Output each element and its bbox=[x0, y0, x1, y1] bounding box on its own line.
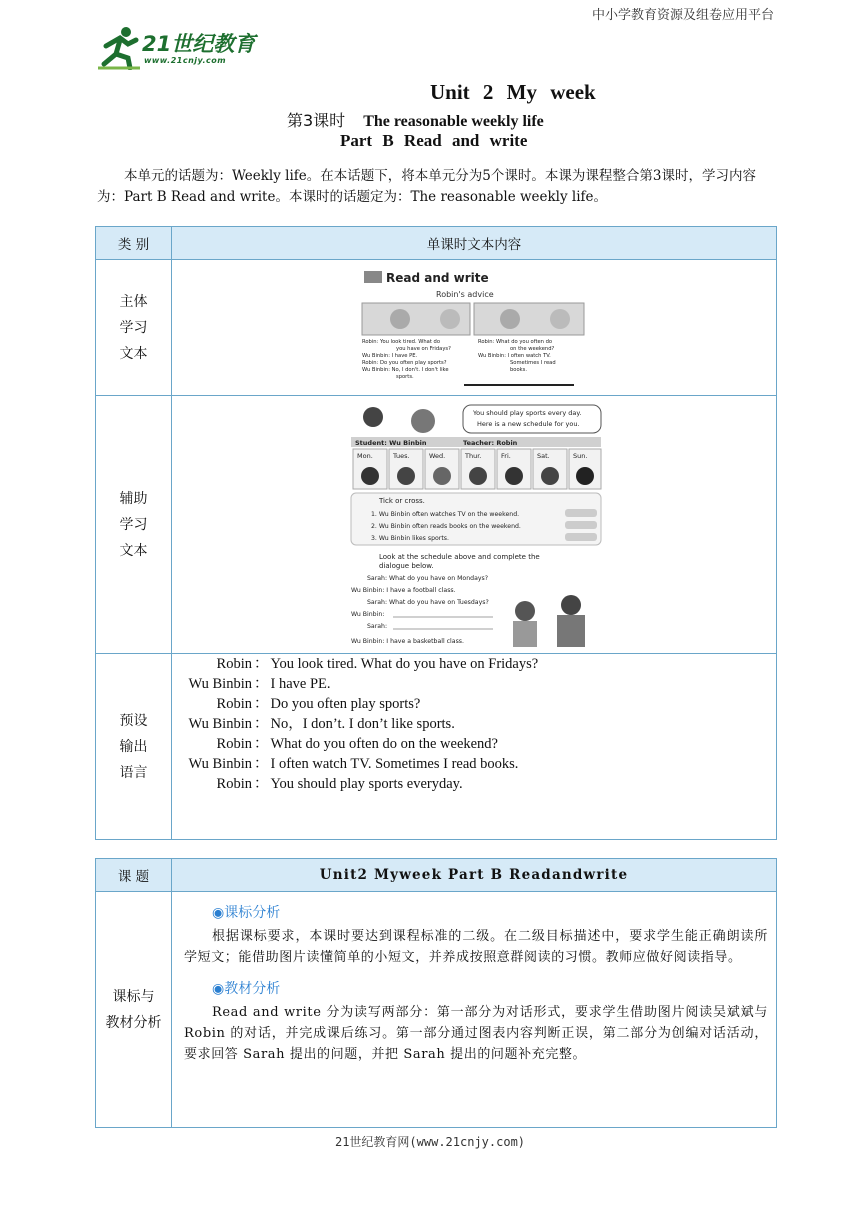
output-language-label: 预设 输出 语言 bbox=[96, 654, 172, 840]
svg-text:Wu Binbin:: Wu Binbin: bbox=[351, 610, 385, 618]
header-topic-label: 课 题 bbox=[96, 859, 172, 892]
lesson-text-table bbox=[95, 226, 777, 840]
dialogue-line: Robin ： Do you often play sports? bbox=[216, 696, 421, 712]
output-dialogue bbox=[172, 654, 777, 840]
svg-text:Wu Binbin: I have a basketbal: Wu Binbin: I have a basketball class. bbox=[351, 637, 464, 645]
svg-text:You should play sports every d: You should play sports every day. bbox=[473, 408, 582, 417]
main-text-image bbox=[172, 260, 777, 396]
svg-text:Fri.: Fri. bbox=[501, 451, 511, 460]
dialogue-line: Wu Binbin ： I often watch TV. Sometimes I read books. bbox=[188, 756, 519, 772]
svg-text:Student: Wu Binbin: Student: Wu Binbin bbox=[355, 438, 427, 447]
svg-text:Read and write: Read and write bbox=[386, 271, 489, 285]
svg-text:on the weekend?: on the weekend? bbox=[510, 346, 555, 352]
intro-paragraph: 本单元的话题为：Weekly life。在本话题下，将本单元分为5个课时。本课为课程整合第3课时，学习内容为：Part B Read and write。本课时的话题定为：The reasonable weekly life。 bbox=[97, 168, 756, 205]
lesson-title bbox=[287, 108, 544, 131]
svg-text:Here is a new schedule for you: Here is a new schedule for you. bbox=[477, 419, 580, 428]
curriculum-analysis-title: ◉课标分析 bbox=[212, 905, 281, 921]
svg-text:1. Wu Binbin often watches TV: 1. Wu Binbin often watches TV on the weekend. bbox=[371, 510, 520, 518]
curriculum-analysis-body: 根据课标要求，本课时要达到课程标准的二级。在二级目标描述中，要求学生能正确朗读所学短文；能借助图片读懂简单的小短文，并养成按照意群阅读的习惯。教师应做好阅读指导。 bbox=[184, 929, 768, 965]
logo-text: 21世纪教育 bbox=[142, 32, 256, 56]
svg-text:Sarah: What do you have on Mo: Sarah: What do you have on Mondays? bbox=[367, 574, 489, 582]
lesson-number: 第3课时 bbox=[287, 111, 346, 130]
header-category: 类 别 bbox=[96, 227, 172, 260]
svg-text:sports.: sports. bbox=[396, 374, 414, 380]
svg-text:Tues.: Tues. bbox=[393, 451, 410, 460]
support-text-image bbox=[172, 396, 777, 654]
svg-text:Mon.: Mon. bbox=[357, 451, 373, 460]
dialogue-line: Wu Binbin ： I have PE. bbox=[188, 676, 331, 692]
svg-text:2. Wu Binbin often reads books: 2. Wu Binbin often reads books on the weekend. bbox=[371, 522, 521, 530]
dialogue-line: Wu Binbin ： No，I don’t. I don’t like sports. bbox=[188, 716, 455, 732]
dialogue-line: Robin ： What do you often do on the weekend? bbox=[216, 736, 498, 752]
runner-logo-icon bbox=[96, 24, 142, 70]
dialogue-line: Robin ： You look tired. What do you have on Fridays? bbox=[216, 656, 539, 672]
svg-text:Thur.: Thur. bbox=[465, 451, 482, 460]
page-footer: 21世纪教育网(www.21cnjy.com) bbox=[334, 1135, 526, 1149]
platform-name: 中小学教育资源及组卷应用平台 bbox=[591, 8, 774, 23]
header-topic: Unit2 Myweek Part B Readandwrite bbox=[172, 859, 777, 892]
svg-text:Sarah:: Sarah: bbox=[367, 622, 388, 630]
svg-text:Robin: Do you often play sport: Robin: Do you often play sports? bbox=[362, 360, 447, 366]
read-and-write-illustration bbox=[360, 267, 588, 391]
svg-text:Look at the schedule above and: Look at the schedule above and complete the bbox=[379, 552, 540, 561]
svg-text:Wu Binbin: I have PE.: Wu Binbin: I have PE. bbox=[362, 353, 418, 359]
main-text-label: 主体 学习 文本 bbox=[96, 260, 172, 396]
schedule-illustration bbox=[343, 403, 605, 649]
svg-text:Robin: What do you often do: Robin: What do you often do bbox=[478, 339, 553, 345]
svg-text:dialogue below.: dialogue below. bbox=[379, 561, 434, 570]
dialogue-line: Robin ： You should play sports everyday. bbox=[216, 776, 463, 792]
unit-title: Unit 2 My week bbox=[430, 80, 596, 104]
logo-url: www.21cnjy.com bbox=[144, 56, 227, 65]
svg-text:Sun.: Sun. bbox=[573, 451, 588, 460]
analysis-content bbox=[172, 892, 777, 1128]
textbook-analysis-title: ◉教材分析 bbox=[212, 981, 281, 997]
svg-text:3. Wu Binbin likes sports.: 3. Wu Binbin likes sports. bbox=[371, 534, 449, 542]
support-text-label: 辅助 学习 文本 bbox=[96, 396, 172, 654]
svg-text:Wu Binbin: I have a football: Wu Binbin: I have a football class. bbox=[351, 586, 456, 594]
svg-text:Teacher: Robin: Teacher: Robin bbox=[463, 438, 518, 447]
svg-text:Wed.: Wed. bbox=[429, 451, 446, 460]
svg-text:Wu Binbin: I often watch TV.: Wu Binbin: I often watch TV. bbox=[478, 353, 551, 359]
svg-text:Sat.: Sat. bbox=[537, 451, 550, 460]
svg-text:Robin: You look tired. What do: Robin: You look tired. What do bbox=[362, 339, 441, 345]
svg-text:Sometimes I read: Sometimes I read bbox=[510, 360, 556, 366]
svg-text:books.: books. bbox=[510, 367, 527, 373]
svg-text:Wu Binbin: No, I don't. I don': Wu Binbin: No, I don't. I don't like bbox=[362, 367, 449, 373]
analysis-label: 课标与 教材分析 bbox=[96, 892, 172, 1128]
header-content: 单课时文本内容 bbox=[172, 227, 777, 260]
svg-text:Sarah: What do you have on Tu: Sarah: What do you have on Tuesdays? bbox=[367, 598, 489, 606]
lesson-topic: The reasonable weekly life bbox=[363, 113, 544, 130]
textbook-analysis-body: Read and write 分为读写两部分：第一部分为对话形式，要求学生借助图片阅读吴斌斌与 Robin 的对话，并完成课后练习。第一部分通过图表内容判断正误，第二部分为创编对话活动，要求回答 Sarah 提出的问题，并把 Sarah 提出的问题补充完整。 bbox=[184, 1005, 768, 1062]
svg-text:Tick or cross.: Tick or cross. bbox=[379, 496, 425, 505]
site-logo[interactable] bbox=[96, 24, 266, 72]
svg-text:you have on Fridays?: you have on Fridays? bbox=[396, 346, 451, 352]
svg-text:Robin's advice: Robin's advice bbox=[436, 290, 494, 299]
part-title: Part B Read and write bbox=[340, 131, 528, 150]
analysis-table bbox=[95, 858, 777, 1128]
book-icon bbox=[364, 271, 382, 283]
